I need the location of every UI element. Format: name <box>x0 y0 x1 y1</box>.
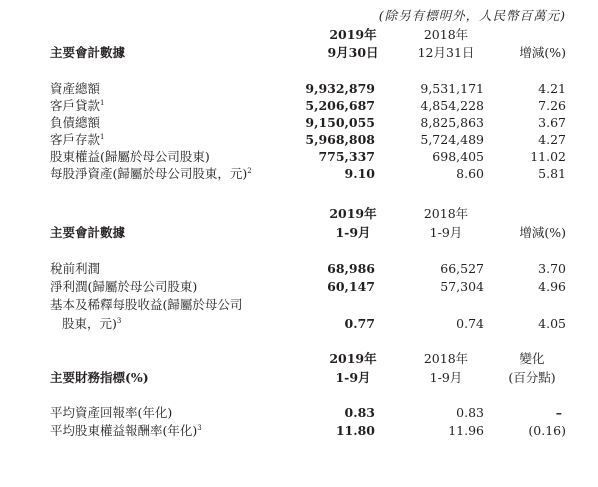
s1-row-label: 負債總額 <box>50 115 101 130</box>
s3-row-v1: 0.83 <box>344 405 375 420</box>
s2-row-v1: 68,986 <box>327 261 375 276</box>
s2-col1-period: 1-9月 <box>335 225 371 240</box>
s1-row-v3: 4.27 <box>538 132 566 147</box>
s3-title: 主要財務指標(%) <box>50 370 149 385</box>
s3-row-label: 平均資產回報率(年化) <box>50 405 173 420</box>
s1-row-v2: 5,724,489 <box>420 132 484 147</box>
s1-row-v3: 7.26 <box>538 98 566 113</box>
s3-col1-period: 1-9月 <box>335 370 371 385</box>
s1-row-v3: 5.81 <box>538 166 566 181</box>
s2-row-label: 淨利潤(歸屬於母公司股東) <box>50 279 198 294</box>
s1-col1-date: 9月30日 <box>327 45 379 60</box>
s2-row-label: 稅前利潤 <box>50 261 101 276</box>
s2-row-v2: 57,304 <box>440 279 484 294</box>
s1-row-v1: 9,932,879 <box>305 81 375 96</box>
s1-row-v1: 775,337 <box>318 149 375 164</box>
s1-col3-header: 增減(%) <box>519 45 566 60</box>
s2-eps-v1: 0.77 <box>344 316 375 331</box>
s3-col2-period: 1-9月 <box>429 370 463 385</box>
s3-row-v3: (0.16) <box>528 423 566 438</box>
s3-row-v2: 11.96 <box>448 423 484 438</box>
s2-eps-v3: 4.05 <box>538 316 566 331</box>
currency-note: (除另有標明外，人民幣百萬元) <box>378 8 566 23</box>
s3-col2-year: 2018年 <box>423 351 469 366</box>
s1-row-v2: 8.60 <box>456 166 484 181</box>
s2-col1-year: 2019年 <box>329 206 377 221</box>
s1-row-label: 每股淨資產(歸屬於母公司股東，元)$^2$ <box>50 166 252 181</box>
s2-eps-v2: 0.74 <box>456 316 484 331</box>
s2-row-v1: 60,147 <box>327 279 375 294</box>
s2-title: 主要會計數據 <box>50 225 126 240</box>
s1-row-label: 客戶存款$^1$ <box>50 132 105 147</box>
s3-row-v1: 11.80 <box>335 423 375 438</box>
s1-row-v2: 698,405 <box>432 149 484 164</box>
s2-row-v2: 66,527 <box>440 261 484 276</box>
s1-row-v1: 9,150,055 <box>305 115 375 130</box>
s3-row-v2: 0.83 <box>456 405 484 420</box>
s1-row-v1: 5,206,687 <box>305 98 375 113</box>
s2-col2-year: 2018年 <box>423 206 469 221</box>
s1-row-v3: 4.21 <box>538 81 566 96</box>
s2-eps-label-line2: 股東，元)$^3$ <box>62 316 122 331</box>
s1-col1-year: 2019年 <box>329 27 377 42</box>
s2-col3-header: 增減(%) <box>519 225 566 240</box>
s2-row-v3: 4.96 <box>538 279 566 294</box>
s2-col2-period: 1-9月 <box>429 225 463 240</box>
s1-row-v2: 4,854,228 <box>420 98 484 113</box>
s1-col2-year: 2018年 <box>423 27 469 42</box>
s1-col2-date: 12月31日 <box>417 45 475 60</box>
s3-row-label: 平均股東權益報酬率(年化)$^3$ <box>50 423 202 438</box>
s3-col1-year: 2019年 <box>329 351 377 366</box>
s1-row-v2: 8,825,863 <box>420 115 484 130</box>
s1-row-label: 客戶貸款$^1$ <box>50 98 105 113</box>
s1-row-label: 股東權益(歸屬於母公司股東) <box>50 149 210 164</box>
s1-row-label: 資產總額 <box>50 81 101 96</box>
s1-row-v3: 11.02 <box>530 149 566 164</box>
s2-row-v3: 3.70 <box>538 261 566 276</box>
s1-title: 主要會計數據 <box>50 45 126 60</box>
s1-row-v3: 3.67 <box>538 115 566 130</box>
s1-row-v2: 9,531,171 <box>420 81 484 96</box>
s3-col3-header-line1: 變化 <box>519 351 545 366</box>
s3-row-v3: – <box>555 405 562 420</box>
s2-eps-label-line1: 基本及稀釋每股收益(歸屬於母公司 <box>50 297 243 312</box>
s3-col3-header-line2: (百分點) <box>508 370 556 385</box>
s1-row-v1: 5,968,808 <box>305 132 375 147</box>
s1-row-v1: 9.10 <box>344 166 375 181</box>
